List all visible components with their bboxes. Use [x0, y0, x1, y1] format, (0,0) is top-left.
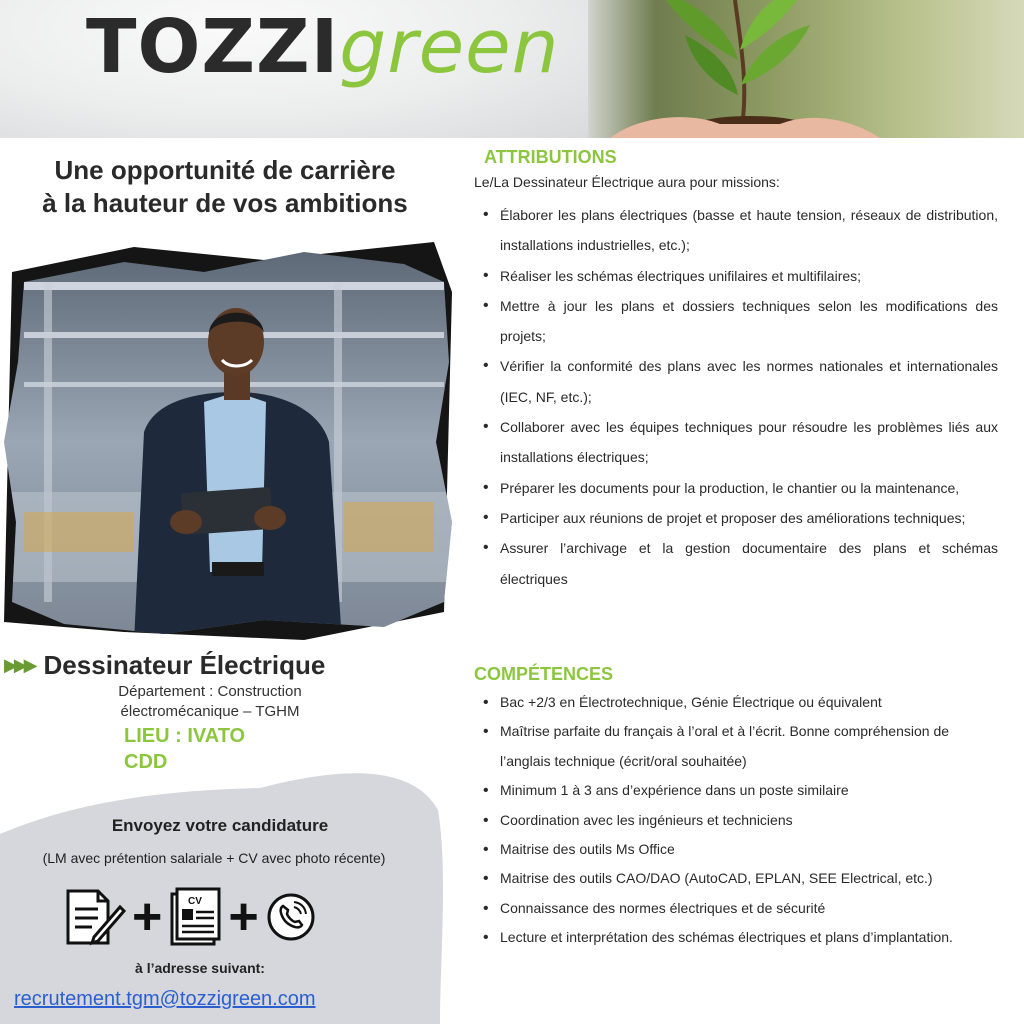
job-title-row	[4, 650, 325, 681]
apply-title: Envoyez votre candidature	[111, 816, 329, 835]
attributions-intro: Le/La Dessinateur Électrique aura pour missions:	[474, 174, 780, 190]
list-item: • Maitrise des outils CAO/DAO (AutoCAD, EPLAN, SEE Electrical, etc.)	[474, 864, 998, 893]
cover-letter-icon	[64, 887, 126, 947]
plant-in-hands-image	[600, 0, 900, 138]
attributions-heading: ATTRIBUTIONS	[484, 147, 617, 167]
competences-list	[474, 688, 998, 953]
list-item: • Bac +2/3 en Électrotechnique, Génie Électrique ou équivalent	[474, 688, 998, 717]
phone-icon	[265, 891, 317, 943]
cv-document-icon	[168, 886, 222, 948]
contract-type: CDD	[124, 751, 168, 773]
triple-arrow-icon: ▶▶▶	[4, 655, 34, 675]
list-item: • Connaissance des normes électriques et de sécurité	[474, 894, 998, 923]
header-banner	[0, 0, 1024, 138]
email-link[interactable]: recrutement.tgm@tozzigreen.com	[14, 988, 316, 1010]
list-item: • Maitrise des outils Ms Office	[474, 835, 998, 864]
job-title: Dessinateur Électrique	[43, 650, 326, 680]
list-item: • Vérifier la conformité des plans avec les normes nationales et internationales (IEC, NF, etc.);	[474, 351, 998, 412]
list-item: • Réaliser les schémas électriques unifilaires et multifilaires;	[474, 261, 998, 291]
headline-line-2: à la hauteur de vos ambitions	[42, 188, 408, 218]
list-item: • Préparer les documents pour la production, le chantier ou la maintenance,	[474, 473, 998, 503]
list-item: • Minimum 1 à 3 ans d’expérience dans un poste similaire	[474, 776, 998, 805]
cv-label: CV	[188, 896, 203, 907]
headline-line-1: Une opportunité de carrière	[54, 155, 396, 185]
logo-text-dark: TOZZI	[86, 4, 340, 90]
list-item: • Élaborer les plans électriques (basse et haute tension, réseaux de distribution, installations industrielles, etc.);	[474, 200, 998, 261]
department-line-2: électromécanique – TGHM	[120, 703, 300, 720]
apply-note: (LM avec prétention salariale + CV avec photo récente)	[42, 850, 386, 866]
logo-text-green: green	[339, 4, 560, 90]
list-item: • Lecture et interprétation des schémas électriques et plans d’implantation.	[474, 923, 998, 952]
department	[60, 682, 360, 722]
location: LIEU : IVATO	[124, 725, 246, 747]
career-headline	[0, 154, 450, 220]
address-label: à l’adresse suivant:	[135, 960, 265, 976]
attributions-list	[474, 200, 998, 594]
application-icons	[64, 886, 317, 948]
list-item: • Collaborer avec les équipes techniques pour résoudre les problèmes liés aux installations électriques;	[474, 412, 998, 473]
department-line-1: Département : Construction	[118, 683, 302, 700]
company-logo	[86, 4, 560, 90]
list-item: • Participer aux réunions de projet et proposer des améliorations techniques;	[474, 503, 998, 533]
list-item: • Maîtrise parfaite du français à l’oral et à l’écrit. Bonne compréhension de l’anglais technique (écrit/oral souhaitée)	[474, 717, 998, 776]
engineer-photo	[4, 242, 454, 642]
plus-icon: +	[132, 888, 163, 946]
list-item: • Mettre à jour les plans et dossiers techniques selon les modifications des projets;	[474, 291, 998, 352]
competences-heading: COMPÉTENCES	[474, 664, 614, 684]
list-item: • Coordination avec les ingénieurs et techniciens	[474, 806, 998, 835]
list-item: • Assurer l’archivage et la gestion documentaire des plans et schémas électriques	[474, 533, 998, 594]
plus-icon: +	[228, 888, 259, 946]
